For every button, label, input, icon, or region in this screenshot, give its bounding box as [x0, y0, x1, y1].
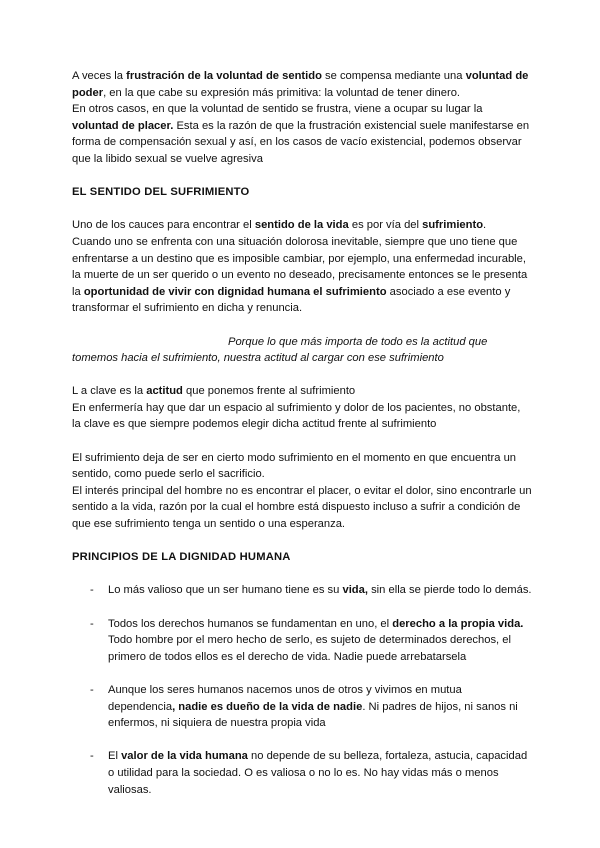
text-run: Todo hombre por el mero hecho de serlo, es sujeto de determinados derechos, el primero de todos ellos es el derecho de vida. Nadie puede arrebatarsela — [108, 634, 511, 663]
text-run: Aunque los seres humanos nacemos unos de otros y vivimos en mutua dependencia — [108, 683, 462, 713]
dash-bullet: - — [90, 584, 94, 597]
bold-text: vida, — [342, 584, 368, 597]
bold-text: sufrimiento — [422, 219, 484, 232]
bold-text: voluntad de placer. — [72, 119, 174, 132]
bold-text: actitud — [146, 385, 183, 398]
text-run: no depende de su belleza, fortaleza, astucia, capacidad o utilidad para la sociedad. O es valiosa o no lo es. No hay vidas más o menos valiosas. — [108, 750, 528, 796]
list-item — [72, 582, 532, 599]
section-heading-principios: PRINCIPIOS DE LA DIGNIDAD HUMANA — [72, 551, 291, 564]
text-run: Cuando uno se enfrenta con una situación dolorosa inevitable, siempre que uno tiene que enfrentarse a un destino que es imposible cambiar, por ejemplo, una enfermedad incurable, la muerte de un ser querido o un evento no deseado, precisamente entonces se le presenta la — [72, 235, 528, 298]
bold-text: voluntad de poder — [72, 70, 529, 99]
text-run: Esta es la razón de que la frustración existencial suele manifestarse en forma de compensación sexual y así, en los casos de vacío existencial, podemos observar que la libido sexual se vuelve agresiva — [72, 119, 530, 165]
bold-text: , nadie es dueño de la vida de nadie — [172, 700, 363, 713]
text-run: En otros casos, en que la voluntad de sentido se frustra, viene a ocupar su lugar la — [72, 103, 483, 116]
text-run: . Ni padres de hijos, ni sanos ni enfermos, ni siquiera de nuestra propia vida — [108, 700, 518, 730]
text-run: Uno de los cauces para encontrar el — [72, 219, 255, 232]
document-page — [72, 68, 532, 815]
intro-paragraph-1 — [72, 68, 532, 101]
bold-text: valor de la vida humana — [121, 750, 248, 763]
principles-list — [72, 582, 532, 798]
section1-paragraph-4: En enfermería hay que dar un espacio al sufrimiento y dolor de los pacientes, no obstante, la clave es que siempre podemos elegir dicha actitud frente al sufrimiento — [72, 401, 521, 431]
intro-paragraph-2 — [72, 101, 532, 167]
bold-text: derecho a la propia vida. — [392, 617, 524, 630]
bold-text: oportunidad de vivir con dignidad humana el sufrimiento — [83, 285, 387, 298]
section1-paragraph-1 — [72, 217, 532, 234]
text-run: Todos los derechos humanos se fundamentan en uno, el — [108, 617, 393, 630]
text-run: que ponemos frente al sufrimiento — [182, 385, 356, 398]
section1-paragraph-5: El sufrimiento deja de ser en cierto modo sufrimiento en el momento en que encuentra un sentido, como puede serlo el sacrificio. — [72, 451, 517, 481]
text-run: sin ella se pierde todo lo demás. — [367, 584, 532, 597]
dash-bullet: - — [90, 750, 94, 763]
text-run: asociado a ese evento y transformar el sufrimiento en dicha y renuncia. — [72, 285, 511, 315]
text-run: , en la que cabe su expresión más primitiva: la voluntad de tener dinero. — [103, 86, 461, 99]
list-item — [72, 748, 532, 798]
section1-paragraph-6: El interés principal del hombre no es encontrar el placer, o evitar el dolor, sino encontrarle un sentido a la vida, razón por la cual el hombre está dispuesto incluso a sufrir a condición de que ese sufrimiento tenga un sentido o una esperanza. — [72, 484, 532, 531]
quote-line-1: Porque lo que más importa de todo es la actitud que — [228, 335, 488, 348]
dash-bullet: - — [90, 617, 94, 630]
text-run: El — [108, 750, 122, 763]
section1-paragraph-2 — [72, 234, 532, 317]
bold-text: sentido de la vida — [254, 219, 349, 232]
bold-text: frustración de la voluntad de sentido — [126, 70, 322, 82]
text-run: se compensa mediante una — [321, 70, 466, 82]
section-heading-sufrimiento: EL SENTIDO DEL SUFRIMIENTO — [72, 186, 250, 199]
section1-paragraph-3 — [72, 383, 532, 400]
list-item — [72, 682, 532, 732]
text-run: Lo más valioso que un ser humano tiene es su — [108, 584, 343, 597]
list-item — [72, 616, 532, 666]
text-run: . — [483, 219, 487, 232]
dash-bullet: - — [90, 683, 94, 696]
text-run: L a clave es la — [72, 385, 147, 398]
quote-line-2: tomemos hacia el sufrimiento, nuestra actitud al cargar con ese sufrimiento — [72, 352, 444, 365]
text-run: A veces la — [72, 70, 127, 82]
text-run: es por vía del — [348, 219, 423, 232]
